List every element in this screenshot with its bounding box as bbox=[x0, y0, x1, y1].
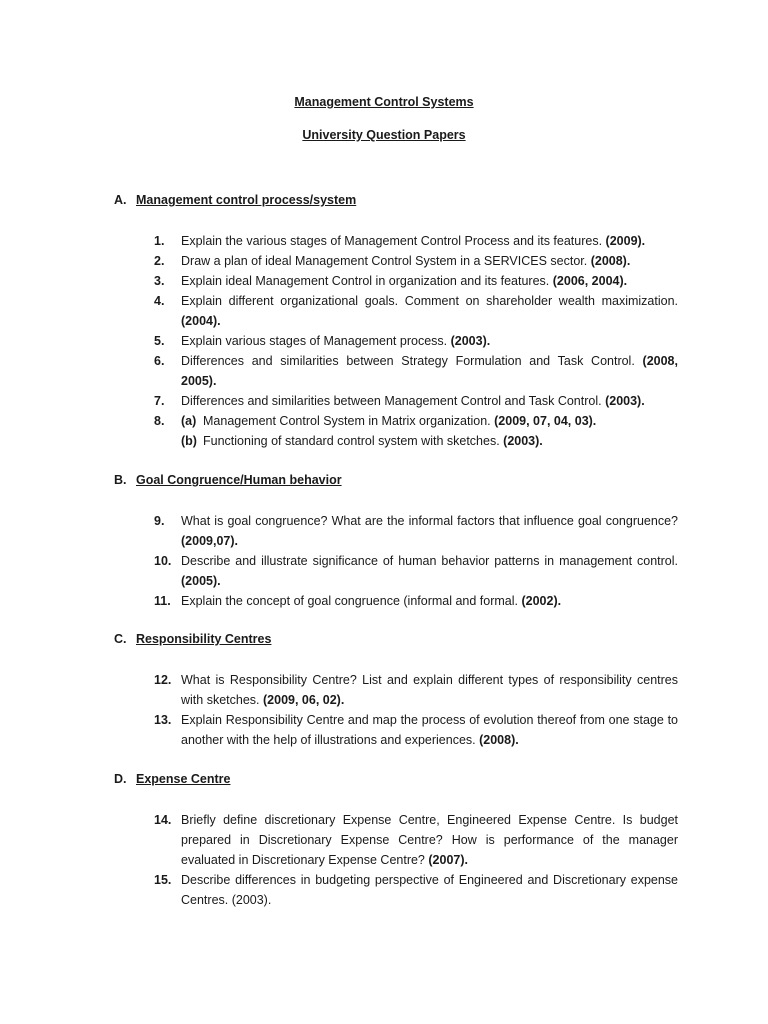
question-item bbox=[154, 351, 678, 391]
question-number: 3. bbox=[154, 274, 165, 288]
document-title: Management Control Systems bbox=[294, 95, 474, 109]
section-letter: A. bbox=[114, 193, 127, 207]
question-number: 2. bbox=[154, 254, 165, 268]
question-year: (2004). bbox=[181, 314, 221, 328]
question-year: (2008). bbox=[479, 733, 519, 747]
document-subtitle: University Question Papers bbox=[302, 128, 466, 142]
question-year: (2002). bbox=[521, 594, 562, 608]
sub-question-label: (a) bbox=[181, 414, 197, 428]
question-item bbox=[154, 551, 678, 591]
question-number: 5. bbox=[154, 334, 165, 348]
question-text: Describe differences in budgeting perspective of Engineered and Discretionary expense Centres. (2003). bbox=[181, 873, 678, 907]
question-text: Explain the various stages of Management Control Process and its features. bbox=[181, 234, 603, 248]
question-year: (2003). bbox=[503, 434, 543, 448]
question-text: Explain ideal Management Control in organization and its features. bbox=[181, 274, 550, 288]
question-item bbox=[154, 391, 678, 411]
question-number: 13. bbox=[154, 713, 172, 727]
question-year: (2009). bbox=[605, 234, 646, 248]
question-number: 4. bbox=[154, 294, 165, 308]
question-item bbox=[154, 591, 678, 611]
question-year: (2003). bbox=[605, 394, 645, 408]
section-heading-b bbox=[114, 473, 342, 487]
question-list-a bbox=[154, 231, 678, 451]
question-item bbox=[154, 511, 678, 551]
question-list-d bbox=[154, 810, 678, 910]
question-year: (2009, 07, 04, 03). bbox=[494, 414, 597, 428]
question-number: 12. bbox=[154, 673, 172, 687]
sub-question-text: Management Control System in Matrix organization. bbox=[203, 414, 491, 428]
question-text: Explain the concept of goal congruence (informal and formal. bbox=[181, 594, 518, 608]
section-letter: D. bbox=[114, 772, 127, 786]
question-list-b bbox=[154, 511, 678, 611]
question-text: Draw a plan of ideal Management Control System in a SERVICES sector. bbox=[181, 254, 588, 268]
section-heading-a bbox=[114, 193, 356, 207]
question-number: 8. bbox=[154, 414, 165, 428]
question-list-c bbox=[154, 670, 678, 750]
question-number: 10. bbox=[154, 554, 172, 568]
question-text: Explain different organizational goals. Comment on shareholder wealth maximization. bbox=[181, 294, 678, 308]
question-number: 15. bbox=[154, 873, 172, 887]
question-number: 9. bbox=[154, 514, 165, 528]
question-item bbox=[154, 411, 678, 451]
sub-question-label: (b) bbox=[181, 434, 197, 448]
question-year: (2009, 06, 02). bbox=[263, 693, 345, 707]
question-year: (2003). bbox=[450, 334, 491, 348]
question-text: Describe and illustrate significance of human behavior patterns in management control. bbox=[181, 554, 678, 568]
question-year: (2008, 2005). bbox=[181, 354, 678, 388]
question-item bbox=[154, 870, 678, 910]
question-item bbox=[154, 810, 678, 870]
section-title: Management control process/system bbox=[136, 193, 357, 207]
question-year: (2006, 2004). bbox=[552, 274, 628, 288]
question-item bbox=[154, 231, 678, 251]
question-number: 1. bbox=[154, 234, 165, 248]
question-text: What is goal congruence? What are the informal factors that influence goal congruence? bbox=[181, 514, 678, 528]
question-text: What is Responsibility Centre? List and explain different types of responsibility centres with sketches. bbox=[181, 673, 678, 707]
question-text: Differences and similarities between Management Control and Task Control. bbox=[181, 394, 602, 408]
question-item bbox=[154, 271, 678, 291]
question-year: (2007). bbox=[428, 853, 468, 867]
sub-question bbox=[181, 411, 678, 431]
sub-question bbox=[181, 431, 678, 451]
sub-question-text: Functioning of standard control system with sketches. bbox=[203, 434, 500, 448]
section-letter: C. bbox=[114, 632, 127, 646]
question-year: (2005). bbox=[181, 574, 221, 588]
question-number: 7. bbox=[154, 394, 165, 408]
section-title: Responsibility Centres bbox=[136, 632, 272, 646]
question-text: Differences and similarities between Strategy Formulation and Task Control. bbox=[181, 354, 635, 368]
question-number: 6. bbox=[154, 354, 165, 368]
question-item bbox=[154, 710, 678, 750]
question-number: 11. bbox=[154, 594, 171, 608]
question-text: Explain various stages of Management process. bbox=[181, 334, 448, 348]
question-number: 14. bbox=[154, 813, 172, 827]
question-year: (2008). bbox=[590, 254, 631, 268]
question-text: Briefly define discretionary Expense Centre, Engineered Expense Centre. Is budget prepared in Discretionary Expense Centre? How is performance of the manager evaluated in Discretionary Expense Centre? bbox=[181, 813, 678, 867]
question-item bbox=[154, 670, 678, 710]
question-year: (2009,07). bbox=[181, 534, 238, 548]
question-text: Explain Responsibility Centre and map the process of evolution thereof from one stage to another with the help of illustrations and experiences. bbox=[181, 713, 678, 747]
question-item bbox=[154, 331, 678, 351]
section-heading-d bbox=[114, 772, 230, 786]
section-heading-c bbox=[114, 632, 271, 646]
section-title: Goal Congruence/Human behavior bbox=[136, 473, 342, 487]
section-title: Expense Centre bbox=[136, 772, 231, 786]
question-item bbox=[154, 291, 678, 331]
question-item bbox=[154, 251, 678, 271]
section-letter: B. bbox=[114, 473, 127, 487]
